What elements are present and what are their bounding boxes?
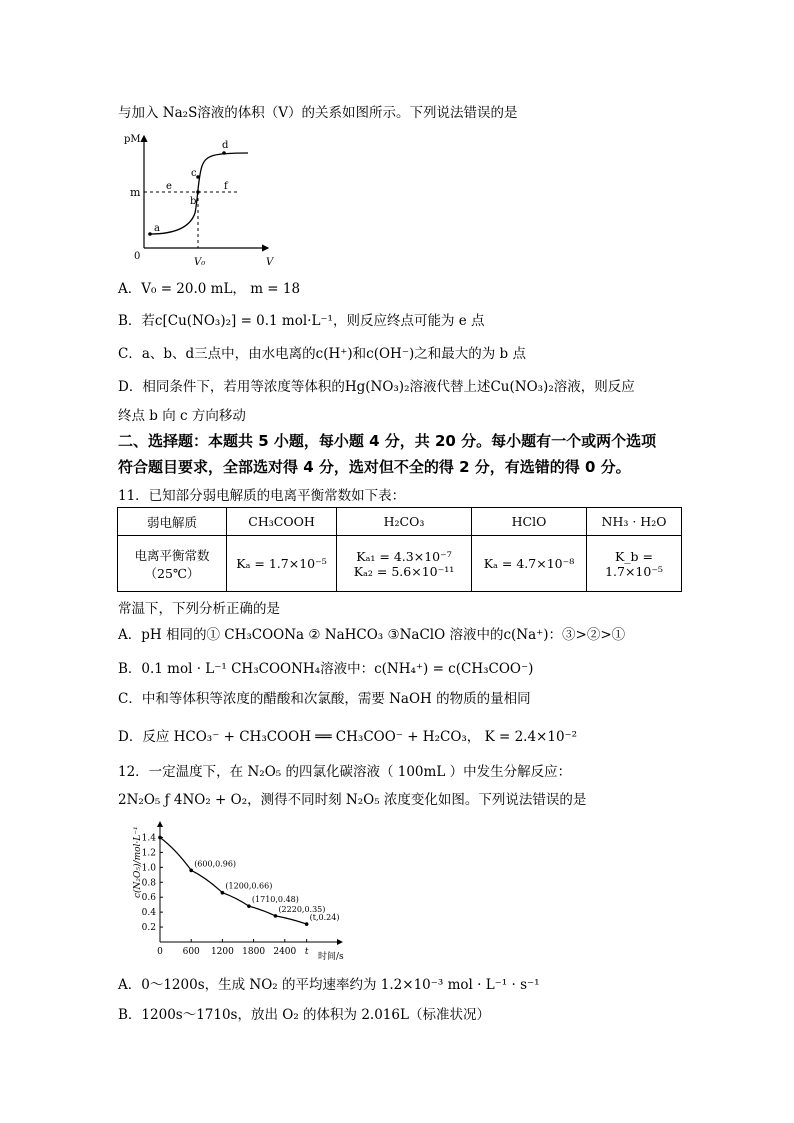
label-d: d [222, 140, 229, 151]
data-label: (600,0.96) [194, 859, 237, 869]
origin-label: 0 [134, 251, 141, 262]
m-tick-label: m [130, 186, 141, 199]
label-c: c [191, 168, 197, 179]
point-d [222, 151, 226, 155]
titration-graph [118, 128, 278, 270]
table-cell: K_b = 1.7×10⁻⁵ [587, 536, 682, 592]
label-a: a [154, 223, 160, 234]
data-point [305, 922, 309, 926]
y-tick-label: 0.8 [141, 878, 156, 889]
data-point [274, 914, 278, 918]
q10-option-c: C．a、b、d三点中，由水电离的c(H⁺)和c(OH⁻)之和最大的为 b 点 [118, 346, 526, 362]
section-2-heading-line2: 符合题目要求，全部选对得 4 分，选对但不全的得 2 分，有选错的得 0 分。 [118, 458, 631, 476]
section-2-heading-line1: 二、选择题：本题共 5 小题，每小题 4 分，共 20 分。每小题有一个或两个选项 [118, 432, 657, 450]
q12-option-a: A．0～1200s，生成 NO₂ 的平均速率约为 1.2×10⁻³ mol · L⁻¹ · s⁻¹ [118, 977, 540, 993]
y-tick-label: 0.2 [141, 923, 156, 934]
q11-option-c: C．中和等体积等浓度的醋酸和次氯酸，需要 NaOH 的物质的量相同 [118, 691, 531, 707]
chart-x-label: 时间/s [318, 952, 344, 962]
row-label-cell [118, 536, 227, 592]
ionization-constant-table [117, 507, 682, 592]
y-tick-label: 1.0 [141, 863, 156, 874]
table-header-cell: 弱电解质 [118, 508, 227, 536]
point-a [148, 232, 152, 236]
y-axis-label: pM [124, 134, 141, 145]
table-cell: Kₐ = 1.7×10⁻⁵ [227, 536, 337, 592]
q12-stem-line1: 12．一定温度下，在 N₂O₅ 的四氯化碳溶液（ 100mL ）中发生分解反应： [118, 764, 572, 780]
q11-option-d: D．反应 HCO₃⁻ + CH₃COOH ══ CH₃COO⁻ + H₂CO₃， K = 2.4×10⁻² [118, 729, 578, 745]
table-row [118, 536, 682, 592]
label-f: f [224, 181, 228, 192]
y-tick-label: 1.4 [141, 833, 156, 844]
chart-y-label: c(N₂O₅)/mol·L⁻¹ [133, 826, 143, 898]
x-tick-label: t [304, 947, 309, 957]
n2o5-concentration-chart [128, 814, 358, 962]
x-tick-label: 0 [157, 947, 163, 957]
point-b [196, 190, 200, 194]
table-header-cell: CH₃COOH [227, 508, 337, 536]
v0-tick-label: V₀ [194, 257, 206, 268]
q11-stem: 11．已知部分弱电解质的电离平衡常数如下表： [118, 488, 406, 504]
table-header-cell: NH₃ · H₂O [587, 508, 682, 536]
q11-option-a: A．pH 相同的① CH₃COONa ② NaHCO₃ ③NaClO 溶液中的c(Na⁺)：③>②>① [118, 627, 626, 643]
x-axis-label: V [266, 257, 274, 268]
ka1-value: Kₐ₁ = 4.3×10⁻⁷ [356, 548, 452, 564]
q11-option-b: B．0.1 mol · L⁻¹ CH₃COONH₄溶液中：c(NH₄⁺) = c(CH₃COO⁻) [118, 661, 534, 677]
label-e: e [166, 181, 172, 192]
x-tick-label: 600 [182, 947, 200, 957]
ka2-value: Kₐ₂ = 5.6×10⁻¹¹ [353, 563, 455, 579]
data-label: (1200,0.66) [225, 881, 273, 891]
y-tick-label: 1.2 [141, 848, 156, 859]
q12-stem-line2: 2N₂O₅ ƒ 4NO₂ + O₂，测得不同时刻 N₂O₅ 浓度变化如图。下列说法错误的是 [118, 792, 587, 808]
intro-line: 与加入 Na₂S溶液的体积（V）的关系如图所示。下列说法错误的是 [118, 105, 518, 121]
q10-option-d-line1: D．相同条件下，若用等浓度等体积的Hg(NO₃)₂溶液代替上述Cu(NO₃)₂溶液，则反应 [118, 379, 635, 395]
q12-option-b: B．1200s～1710s，放出 O₂ 的体积为 2.016L（标准状况） [118, 1007, 490, 1023]
data-point [221, 891, 225, 895]
label-b: b [190, 196, 197, 207]
table-cell [337, 536, 472, 592]
row-label-line2: （25℃） [144, 565, 200, 581]
data-point [247, 904, 251, 908]
x-tick-label: 1200 [210, 947, 234, 957]
table-header-cell: HClO [472, 508, 587, 536]
data-label: (2220,0.35) [278, 904, 326, 914]
data-point [158, 836, 162, 840]
y-tick-label: 0.6 [141, 893, 156, 904]
data-label: (t,0.24) [309, 913, 340, 923]
data-point [189, 869, 193, 873]
x-tick-label: 2400 [273, 947, 297, 957]
q10-option-b: B．若c[Cu(NO₃)₂] = 0.1 mol·L⁻¹，则反应终点可能为 e 点 [118, 313, 485, 329]
row-label-line1: 电离平衡常数 [134, 547, 210, 563]
table-header-row [118, 508, 682, 536]
q11-after-table: 常温下，下列分析正确的是 [118, 601, 280, 617]
table-header-cell: H₂CO₃ [337, 508, 472, 536]
table-cell: Kₐ = 4.7×10⁻⁸ [472, 536, 587, 592]
data-label: (1710,0.48) [251, 895, 299, 905]
q10-option-a: A．V₀ = 20.0 mL， m = 18 [118, 281, 301, 297]
x-tick-label: 1800 [242, 947, 266, 957]
y-tick-label: 0.4 [141, 908, 156, 919]
point-c [196, 175, 200, 179]
q10-option-d-line2: 终点 b 向 c 方向移动 [118, 408, 246, 424]
